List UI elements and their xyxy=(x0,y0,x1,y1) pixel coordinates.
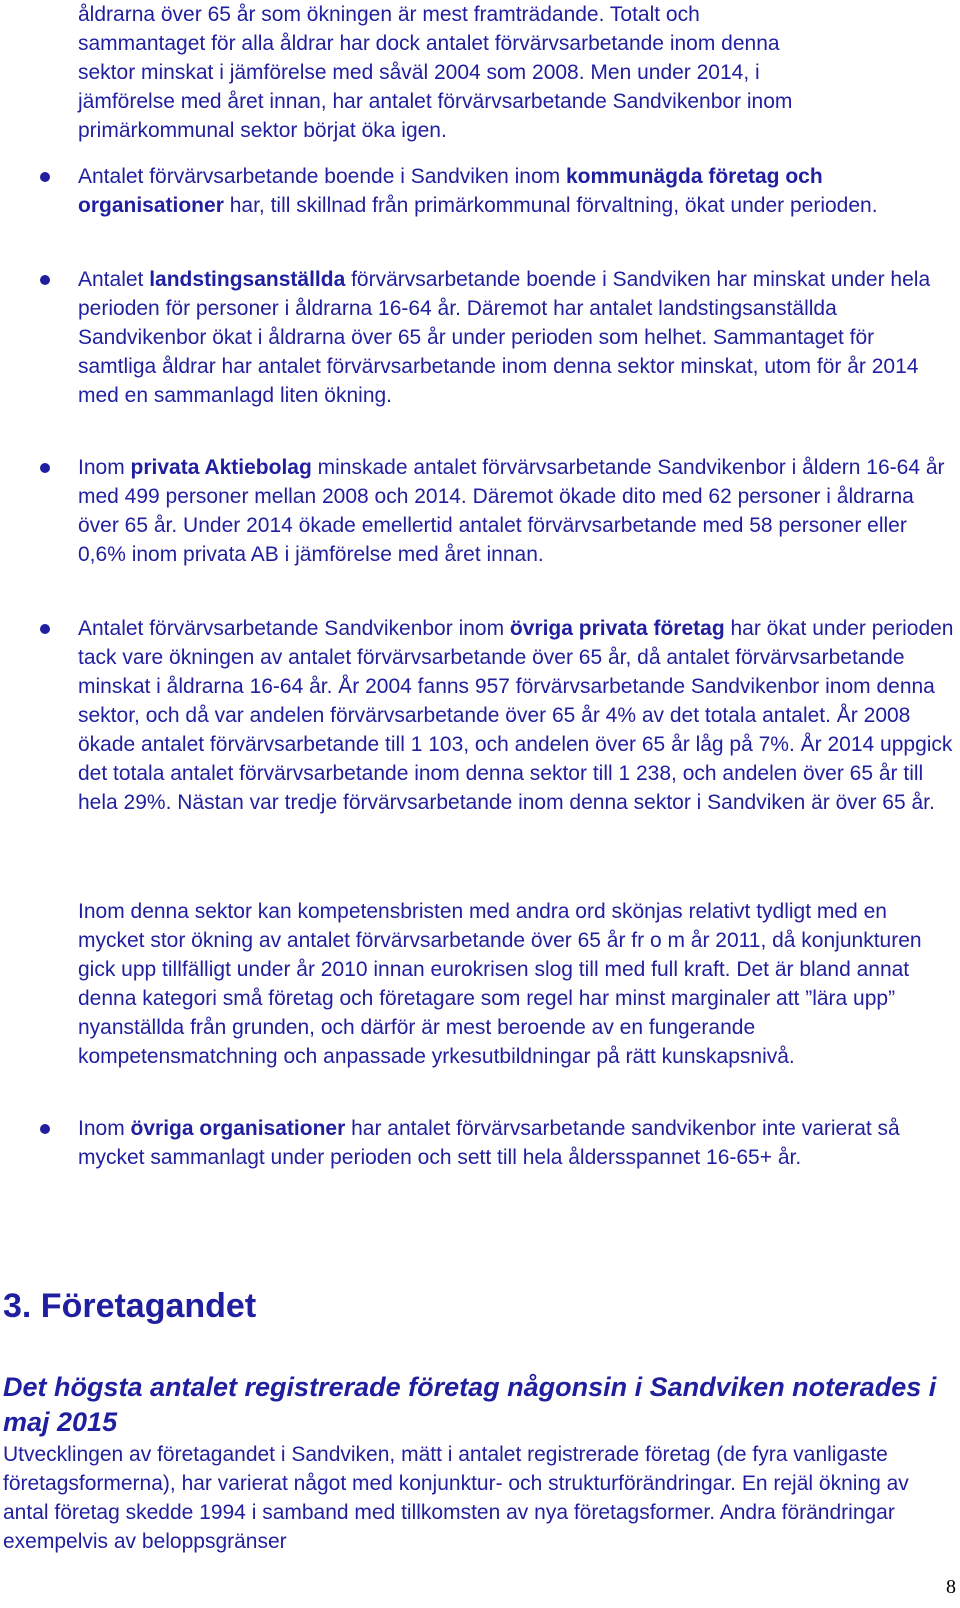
bullet-text: Antalet förvärvsarbetande Sandvikenbor inom xyxy=(78,617,510,640)
bullet-icon xyxy=(40,172,50,182)
bullet-item-ovriga-organisationer xyxy=(78,1114,958,1172)
bullet-item-aktiebolag xyxy=(78,453,958,569)
text-line: jämförelse med året innan, har antalet förvärvsarbetande Sandvikenbor inom xyxy=(78,90,793,113)
text-line: sektor minskat i jämförelse med såväl 2004 som 2008. Men under 2014, i xyxy=(78,61,760,84)
bullet-text: minskade antalet förvärvsarbetande Sandvikenbor i åldern 16-64 år med 499 personer mellan 2008 och 2014. Däremot ökade dito med 62 personer i åldrarna över 65 år. Under 2014 ökade emellertid antalet förvärvsarbetande med 58 personer eller 0,6% inom privata AB i jämförelse med året innan. xyxy=(78,456,945,566)
sub-paragraph: Inom denna sektor kan kompetensbristen med andra ord skönjas relativt tydligt med en mycket stor ökning av antalet förvärvsarbetande över 65 år fr o m år 2011, då konjunkturen gick upp tillfälligt under år 2010 innan eurokrisen slog till med full kraft. Det är bland annat denna kategori små företag och företagare som regel har minst marginaler att ”lära upp” nyanställda från grunden, och därför är mest beroende av en fungerande kompetensmatchning och anpassade yrkesutbildningar på rätt kunskapsnivå. xyxy=(78,900,922,1068)
bullet-text: har, till skillnad från primärkommunal förvaltning, ökat under perioden. xyxy=(223,194,878,217)
bullet-text: Antalet xyxy=(78,268,150,291)
bullet-icon xyxy=(40,624,50,634)
bullet-text: Inom xyxy=(78,456,131,479)
section-subheading: Det högsta antalet registrerade företag någonsin i Sandviken noterades i maj 2015 xyxy=(3,1372,937,1437)
text-line: åldrarna över 65 år som ökningen är mest framträdande. Totalt och xyxy=(78,3,700,26)
text-line: sammantaget för alla åldrar har dock antalet förvärvsarbetande inom denna xyxy=(78,32,780,55)
intro-paragraph: Utvecklingen av företagandet i Sandviken, mätt i antalet registrerade företag (de fyra vanligaste företagsformerna), har varierat något med konjunktur- och strukturförändringar. En rejäl ökning av antal företag skedde 1994 i samband med tillkomsten av nya företagsformer. Andra förändringar exempelvis av beloppsgränser xyxy=(3,1443,909,1553)
bullet-item-landsting xyxy=(78,265,958,410)
bold-term: övriga organisationer xyxy=(130,1117,346,1140)
bullet-icon xyxy=(40,463,50,473)
bold-term: privata Aktiebolag xyxy=(130,456,312,479)
page-number: 8 xyxy=(946,1576,956,1598)
text-line: primärkommunal sektor börjat öka igen. xyxy=(78,119,447,142)
bullet-icon xyxy=(40,1124,50,1134)
bullet-text: förvärvsarbetande boende i Sandviken har minskat under hela perioden för personer i åldrarna 16-64 år. Däremot har antalet landstingsanställda Sandvikenbor ökat i åldrarna över 65 år under perioden som helhet. Sammantaget för samtliga åldrar har antalet förvärvsarbetande inom denna sektor minskat, utom för år 2014 med en sammanlagd liten ökning. xyxy=(78,268,931,407)
bullet-item-ovriga-foretag xyxy=(78,614,958,817)
bold-term: övriga privata företag xyxy=(509,617,725,640)
section-heading: 3. Företagandet xyxy=(3,1287,257,1325)
bullet-text: har ökat under perioden tack vare ökningen av antalet förvärvsarbetande över 65 år, då antalet förvärvsarbetande minskat i åldrarna 16-64 år. År 2004 fanns 957 förvärvsarbetande Sandvikenbor inom denna sektor, och då var andelen förvärvsarbetande över 65 år 4% av det totala antalet. År 2008 ökade antalet förvärvsarbetande till 1 103, och andelen över 65 år låg på 7%. År 2014 uppgick det totala antalet förvärvsarbetande inom denna sektor till 1 238, och andelen över 65 år till hela 29%. Nästan var tredje förvärvsarbetande inom denna sektor i Sandviken är över 65 år. xyxy=(78,617,954,814)
bold-term: landstingsanställda xyxy=(149,268,346,291)
bold-term: kommunägda företag och organisationer xyxy=(78,165,823,217)
bullet-item-kommunagda xyxy=(78,162,958,220)
bullet-text: Antalet förvärvsarbetande boende i Sandviken inom xyxy=(78,165,566,188)
bullet-text: Inom xyxy=(78,1117,131,1140)
bullet-text: har antalet förvärvsarbetande sandvikenbor inte varierat så mycket sammanlagt under perioden och sett till hela åldersspannet 16-65+ år. xyxy=(78,1117,900,1169)
bullet-icon xyxy=(40,275,50,285)
